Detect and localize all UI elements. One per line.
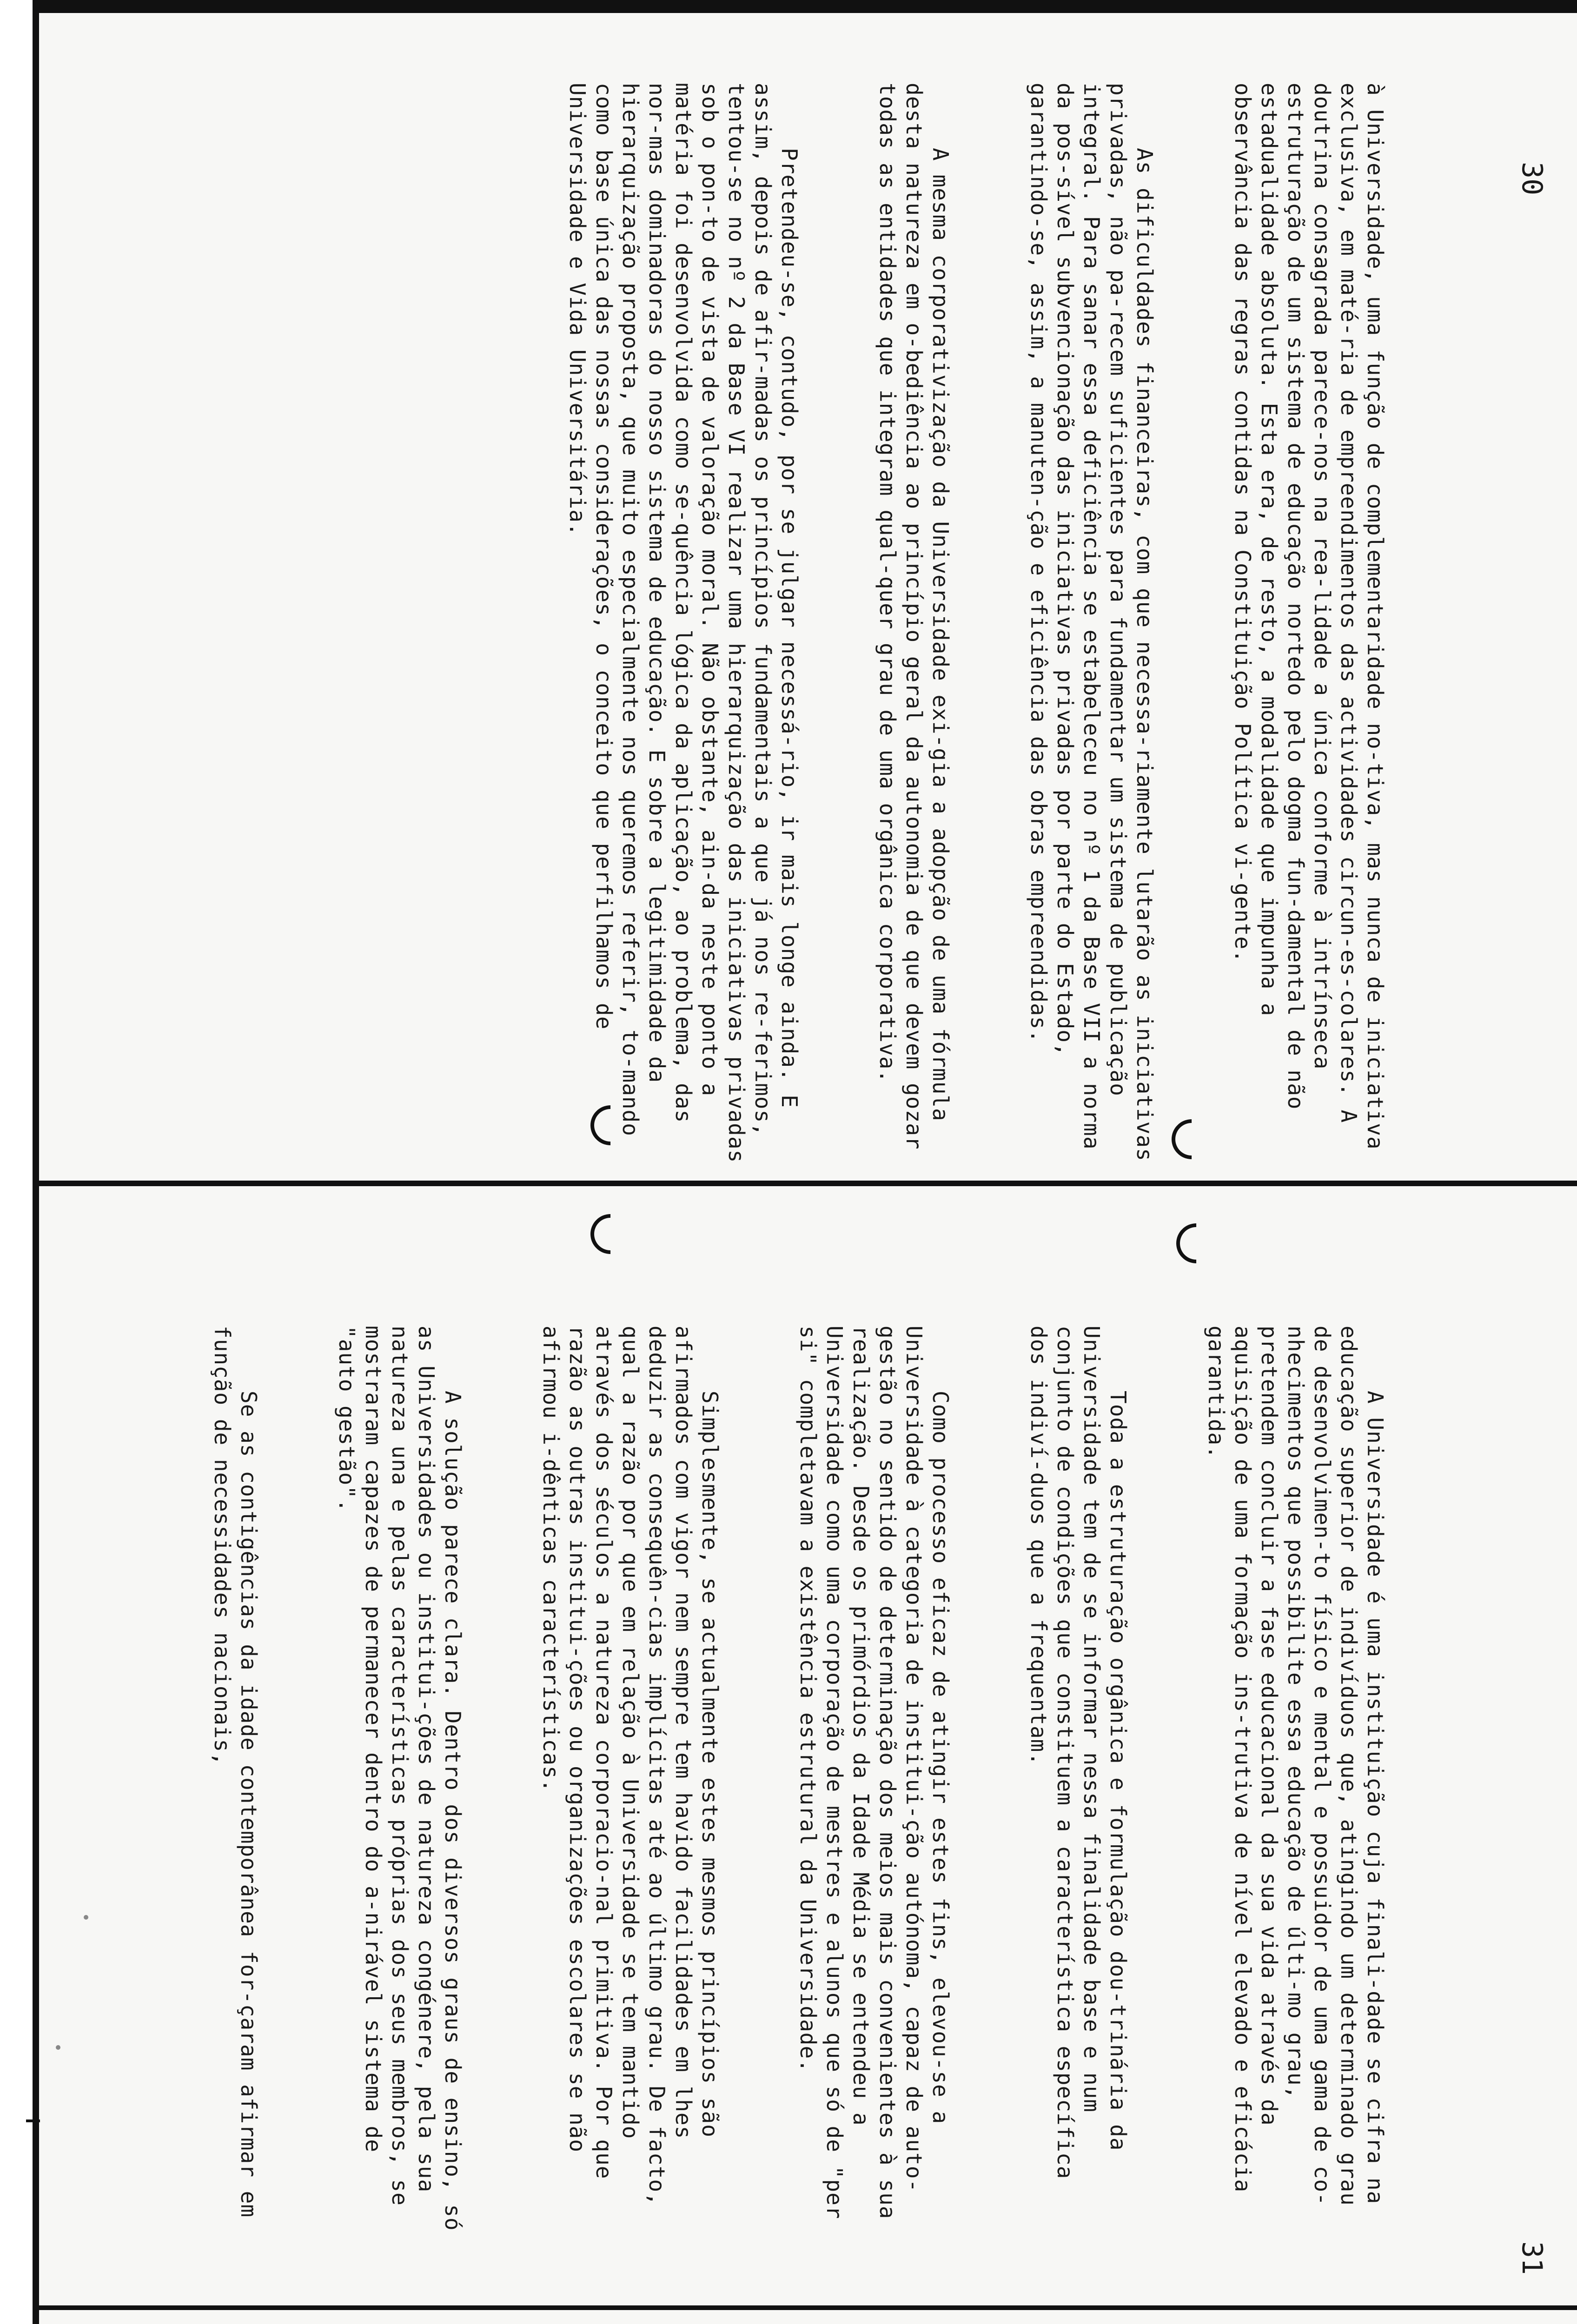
page-31-paragraph: A Universidade é uma instituição cuja finali-dade se cifra na educação superior de indivíduos que, atingindo um determinado grau de desenvolvimen-to físico e mental e possuidor de uma gama de co-nhecimentos que possibilite essa educação de últi-mo grau, pretendem concluir a fase educacional da sua vida através da aquisição de uma formação ins-trutiva de nível elevado e eficácia garantida. <box>1204 1326 1388 2219</box>
scan-smudge <box>56 2045 60 2050</box>
page-31-paragraph: Toda a estruturação orgânica e formulação dou-trinária da Universidade tem de se informar nessa finalidade base e num conjunto de condições que constituem a característica específica dos indiví-duos que a frequentam. <box>1026 1326 1131 2193</box>
page-31-paragraph: Se as contigências da idade contemporânea for-çaram afirmar em função de necessidades nacionais, <box>210 1326 261 2231</box>
scan-top-rule <box>33 0 1577 13</box>
page-31-rotated <box>137 1326 1441 2245</box>
page-31-paragraph: A solução parece clara. Dentro dos diversos graus de ensino, só as Universidades ou institui-ções de natureza congénere, pela sua natureza una e pelas características próprias dos seus membros, se mostraram capazes de permanecer dentro do a-nirável sistema de "auto gestão". <box>334 1326 465 2245</box>
punch-hole-mark <box>582 1206 639 1262</box>
page-30-body <box>492 83 1441 1176</box>
scan-tick-mark <box>26 2119 40 2122</box>
punch-hole-mark <box>1168 1215 1225 1272</box>
page-31-paragraph: Simplesmente, se actualmente estes mesmos princípios são afirmados com vigor nem sempre tem havido facilidades em lhes deduzir as consequên-cias implícitas até ao último grau. De facto, qual a razão por que em relação à Universidade se tem mantido através dos séculos a natureza corporacio-nal primitiva. Por que razão as outras institui-ções ou organizações escolares se não afirmou i-dênticas características. <box>538 1326 722 2219</box>
page-30-paragraph: Pretendeu-se, contudo, por se julgar necessá-rio, ir mais longe ainda. E assim, depois de afir-madas os princípios fundamentais a que já nos re-ferimos, tentou-se no nº 2 da Base VI realizar uma hierarquização das iniciativas privadas sob o pon-to de vista de valoração moral. Não obstante, ain-da neste ponto a matéria foi desenvolvida como se-quência lógica da aplicação, ao problema, das nor-mas dominadoras do nosso sistema de educação. E sobre a legitimidade da hierarquização proposta, que muito especialmente nos queremos referir, to-mando como base única das nossas considerações, o conceito que perfilhamos de Universidade e Vida Universitária. <box>565 83 802 1176</box>
lower-page-edge <box>33 2305 1577 2310</box>
page-30-paragraph: A mesma corporativização da Universidade exi-gia a adopção de uma fórmula desta natureza em o-bediência ao princípio geral da autonomia de que devem gozar todas as entidades que integram qual-quer grau de uma orgânica corporativa. <box>875 83 953 1163</box>
scan-smudge <box>84 1915 88 1920</box>
page-31-paragraph: Como processo eficaz de atingir estes fins, elevou-se a Universidade à categoria de institui-ção autónoma, capaz de auto-gestão no sentido de determinação dos meios mais convenientes à sua realização. Desde os primórdios da Idade Média se entendeu a Universidade como uma corporação de mestres e alunos que só de "per si" completavam a existência estrutural da Universidade. <box>795 1326 953 2233</box>
page-number: 30 <box>1516 162 1548 196</box>
page-31-body <box>137 1326 1441 2245</box>
page-30-rotated <box>492 83 1441 1176</box>
page-30-region <box>42 13 1571 1181</box>
page-30-paragraph: à Universidade, uma função de complementaridade no-tiva, mas nunca de iniciativa exclusiva, em maté-ria de empreendimentos das actividades circun-es-colares. A doutrina consagrada parece-nos na rea-lidade a única conforme à intrínseca estruturação de um sistema de educação nortedo pelo dogma fun-damental de não estadualidade absoluta. Esta era, de resto, a modalidade que impunha a observância das regras contidas na Constituição Política vi-gente. <box>1230 83 1388 1163</box>
page-30-number-wrap <box>1516 162 1548 195</box>
page-30-paragraph: As dificuldades financeiras, com que necessa-riamente lutarão as iniciativas privadas, não pa-recem suficientes para fundamentar um sistema de publicação integral. Para sanar essa deficiência se estabeleceu no nº 1 da Base VII a norma da pos-sível subvencionação das iniciativas privadas por parte do Estado, garantindo-se, assim, a manuten-ção e eficiência das obras empreendidas. <box>1026 83 1157 1175</box>
page-31-number-wrap <box>1516 2241 1548 2275</box>
page-31-region <box>42 1186 1571 2305</box>
page-number: 31 <box>1516 2241 1548 2275</box>
page-divider <box>33 1181 1577 1186</box>
scan-left-border <box>0 0 39 2324</box>
